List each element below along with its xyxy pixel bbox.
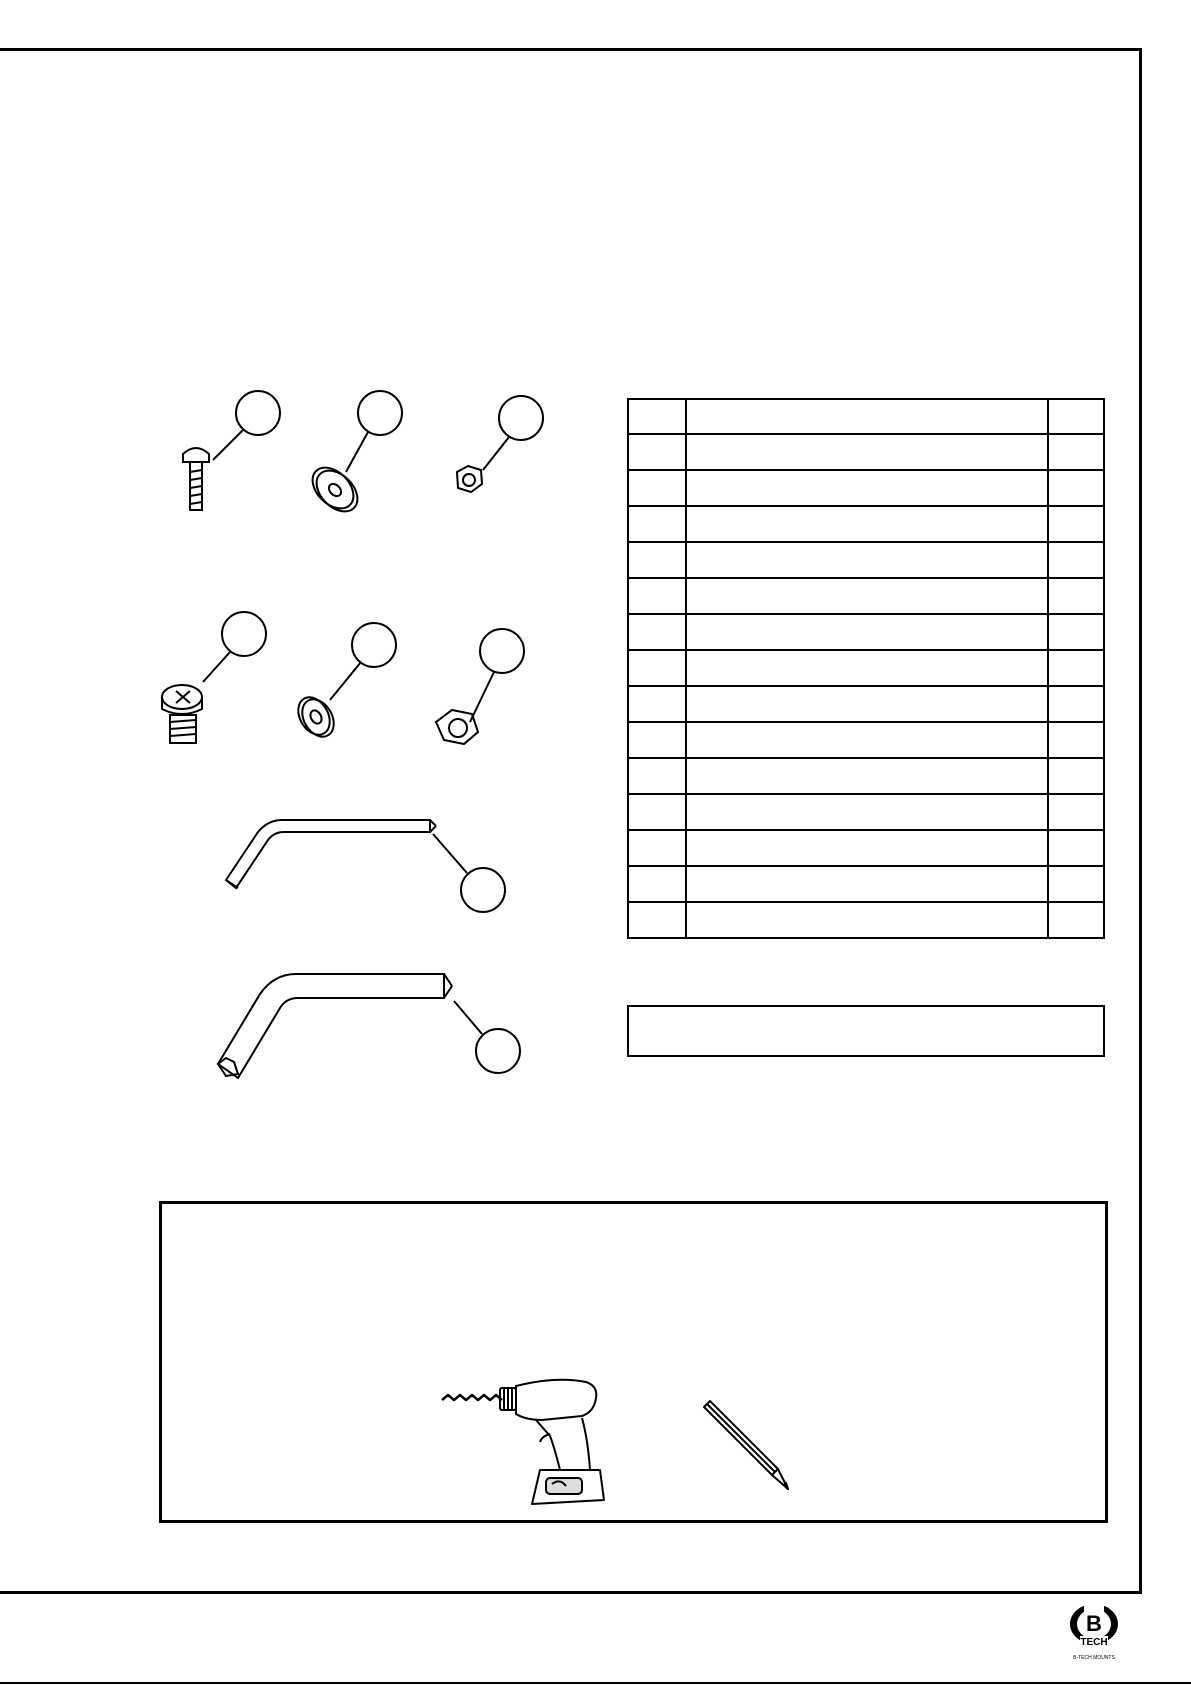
row-key bbox=[628, 650, 686, 686]
large-allen-key-icon bbox=[218, 974, 520, 1078]
row-qty bbox=[1048, 686, 1104, 722]
table-row bbox=[628, 578, 1104, 614]
row-qty bbox=[1048, 722, 1104, 758]
row-description bbox=[686, 758, 1048, 794]
drill-icon bbox=[440, 1372, 610, 1512]
row-qty bbox=[1048, 434, 1104, 470]
table-row bbox=[628, 830, 1104, 866]
table-row bbox=[628, 650, 1104, 686]
row-description bbox=[686, 470, 1048, 506]
row-description bbox=[686, 722, 1048, 758]
header-qty bbox=[1048, 399, 1104, 434]
row-key bbox=[628, 686, 686, 722]
page-bottom-rule bbox=[0, 1682, 1191, 1684]
row-key bbox=[628, 470, 686, 506]
row-description bbox=[686, 650, 1048, 686]
row-qty bbox=[1048, 578, 1104, 614]
header-description bbox=[686, 399, 1048, 434]
pencil-icon bbox=[700, 1399, 800, 1499]
row-key bbox=[628, 902, 686, 938]
row-description bbox=[686, 434, 1048, 470]
table-row bbox=[628, 614, 1104, 650]
row-description bbox=[686, 902, 1048, 938]
row-qty bbox=[1048, 794, 1104, 830]
row-description bbox=[686, 830, 1048, 866]
large-screw-icon bbox=[162, 612, 266, 743]
note-box bbox=[627, 1005, 1105, 1057]
row-description bbox=[686, 506, 1048, 542]
large-washer-icon bbox=[292, 623, 396, 742]
row-key bbox=[628, 830, 686, 866]
row-qty bbox=[1048, 866, 1104, 902]
table-row bbox=[628, 758, 1104, 794]
table-row bbox=[628, 506, 1104, 542]
small-washer-icon bbox=[305, 391, 402, 519]
page-border-right bbox=[1139, 48, 1142, 1594]
row-description bbox=[686, 542, 1048, 578]
row-key bbox=[628, 758, 686, 794]
row-qty bbox=[1048, 830, 1104, 866]
table-row bbox=[628, 470, 1104, 506]
row-qty bbox=[1048, 902, 1104, 938]
row-qty bbox=[1048, 542, 1104, 578]
row-key bbox=[628, 578, 686, 614]
hardware-illustrations bbox=[140, 385, 580, 1085]
logo-tagline: B-TECH MOUNTS bbox=[1073, 1655, 1115, 1661]
small-screw-icon bbox=[183, 391, 280, 510]
logo-sub-text: TECH bbox=[1080, 1637, 1108, 1648]
large-nut-icon bbox=[436, 629, 524, 744]
row-key bbox=[628, 434, 686, 470]
table-row bbox=[628, 866, 1104, 902]
row-key bbox=[628, 506, 686, 542]
small-nut-icon bbox=[457, 396, 543, 492]
row-qty bbox=[1048, 650, 1104, 686]
hardware-table bbox=[627, 398, 1105, 939]
table-row bbox=[628, 686, 1104, 722]
table-header-row bbox=[628, 399, 1104, 434]
row-description bbox=[686, 578, 1048, 614]
row-key bbox=[628, 794, 686, 830]
row-qty bbox=[1048, 758, 1104, 794]
logo-main-text: B bbox=[1086, 1611, 1102, 1636]
table-row bbox=[628, 794, 1104, 830]
row-key bbox=[628, 722, 686, 758]
header-key bbox=[628, 399, 686, 434]
row-key bbox=[628, 614, 686, 650]
page-border-top bbox=[0, 48, 1142, 51]
row-key bbox=[628, 866, 686, 902]
row-qty bbox=[1048, 470, 1104, 506]
table-row bbox=[628, 542, 1104, 578]
b-tech-logo bbox=[1058, 1596, 1138, 1676]
small-allen-key-icon bbox=[226, 820, 505, 912]
table-row bbox=[628, 902, 1104, 938]
page-border-bottom bbox=[0, 1591, 1142, 1594]
tools-required-box bbox=[159, 1201, 1108, 1523]
row-description bbox=[686, 686, 1048, 722]
table-row bbox=[628, 722, 1104, 758]
row-qty bbox=[1048, 614, 1104, 650]
row-description bbox=[686, 866, 1048, 902]
row-description bbox=[686, 794, 1048, 830]
row-qty bbox=[1048, 506, 1104, 542]
row-description bbox=[686, 614, 1048, 650]
row-key bbox=[628, 542, 686, 578]
table-row bbox=[628, 434, 1104, 470]
